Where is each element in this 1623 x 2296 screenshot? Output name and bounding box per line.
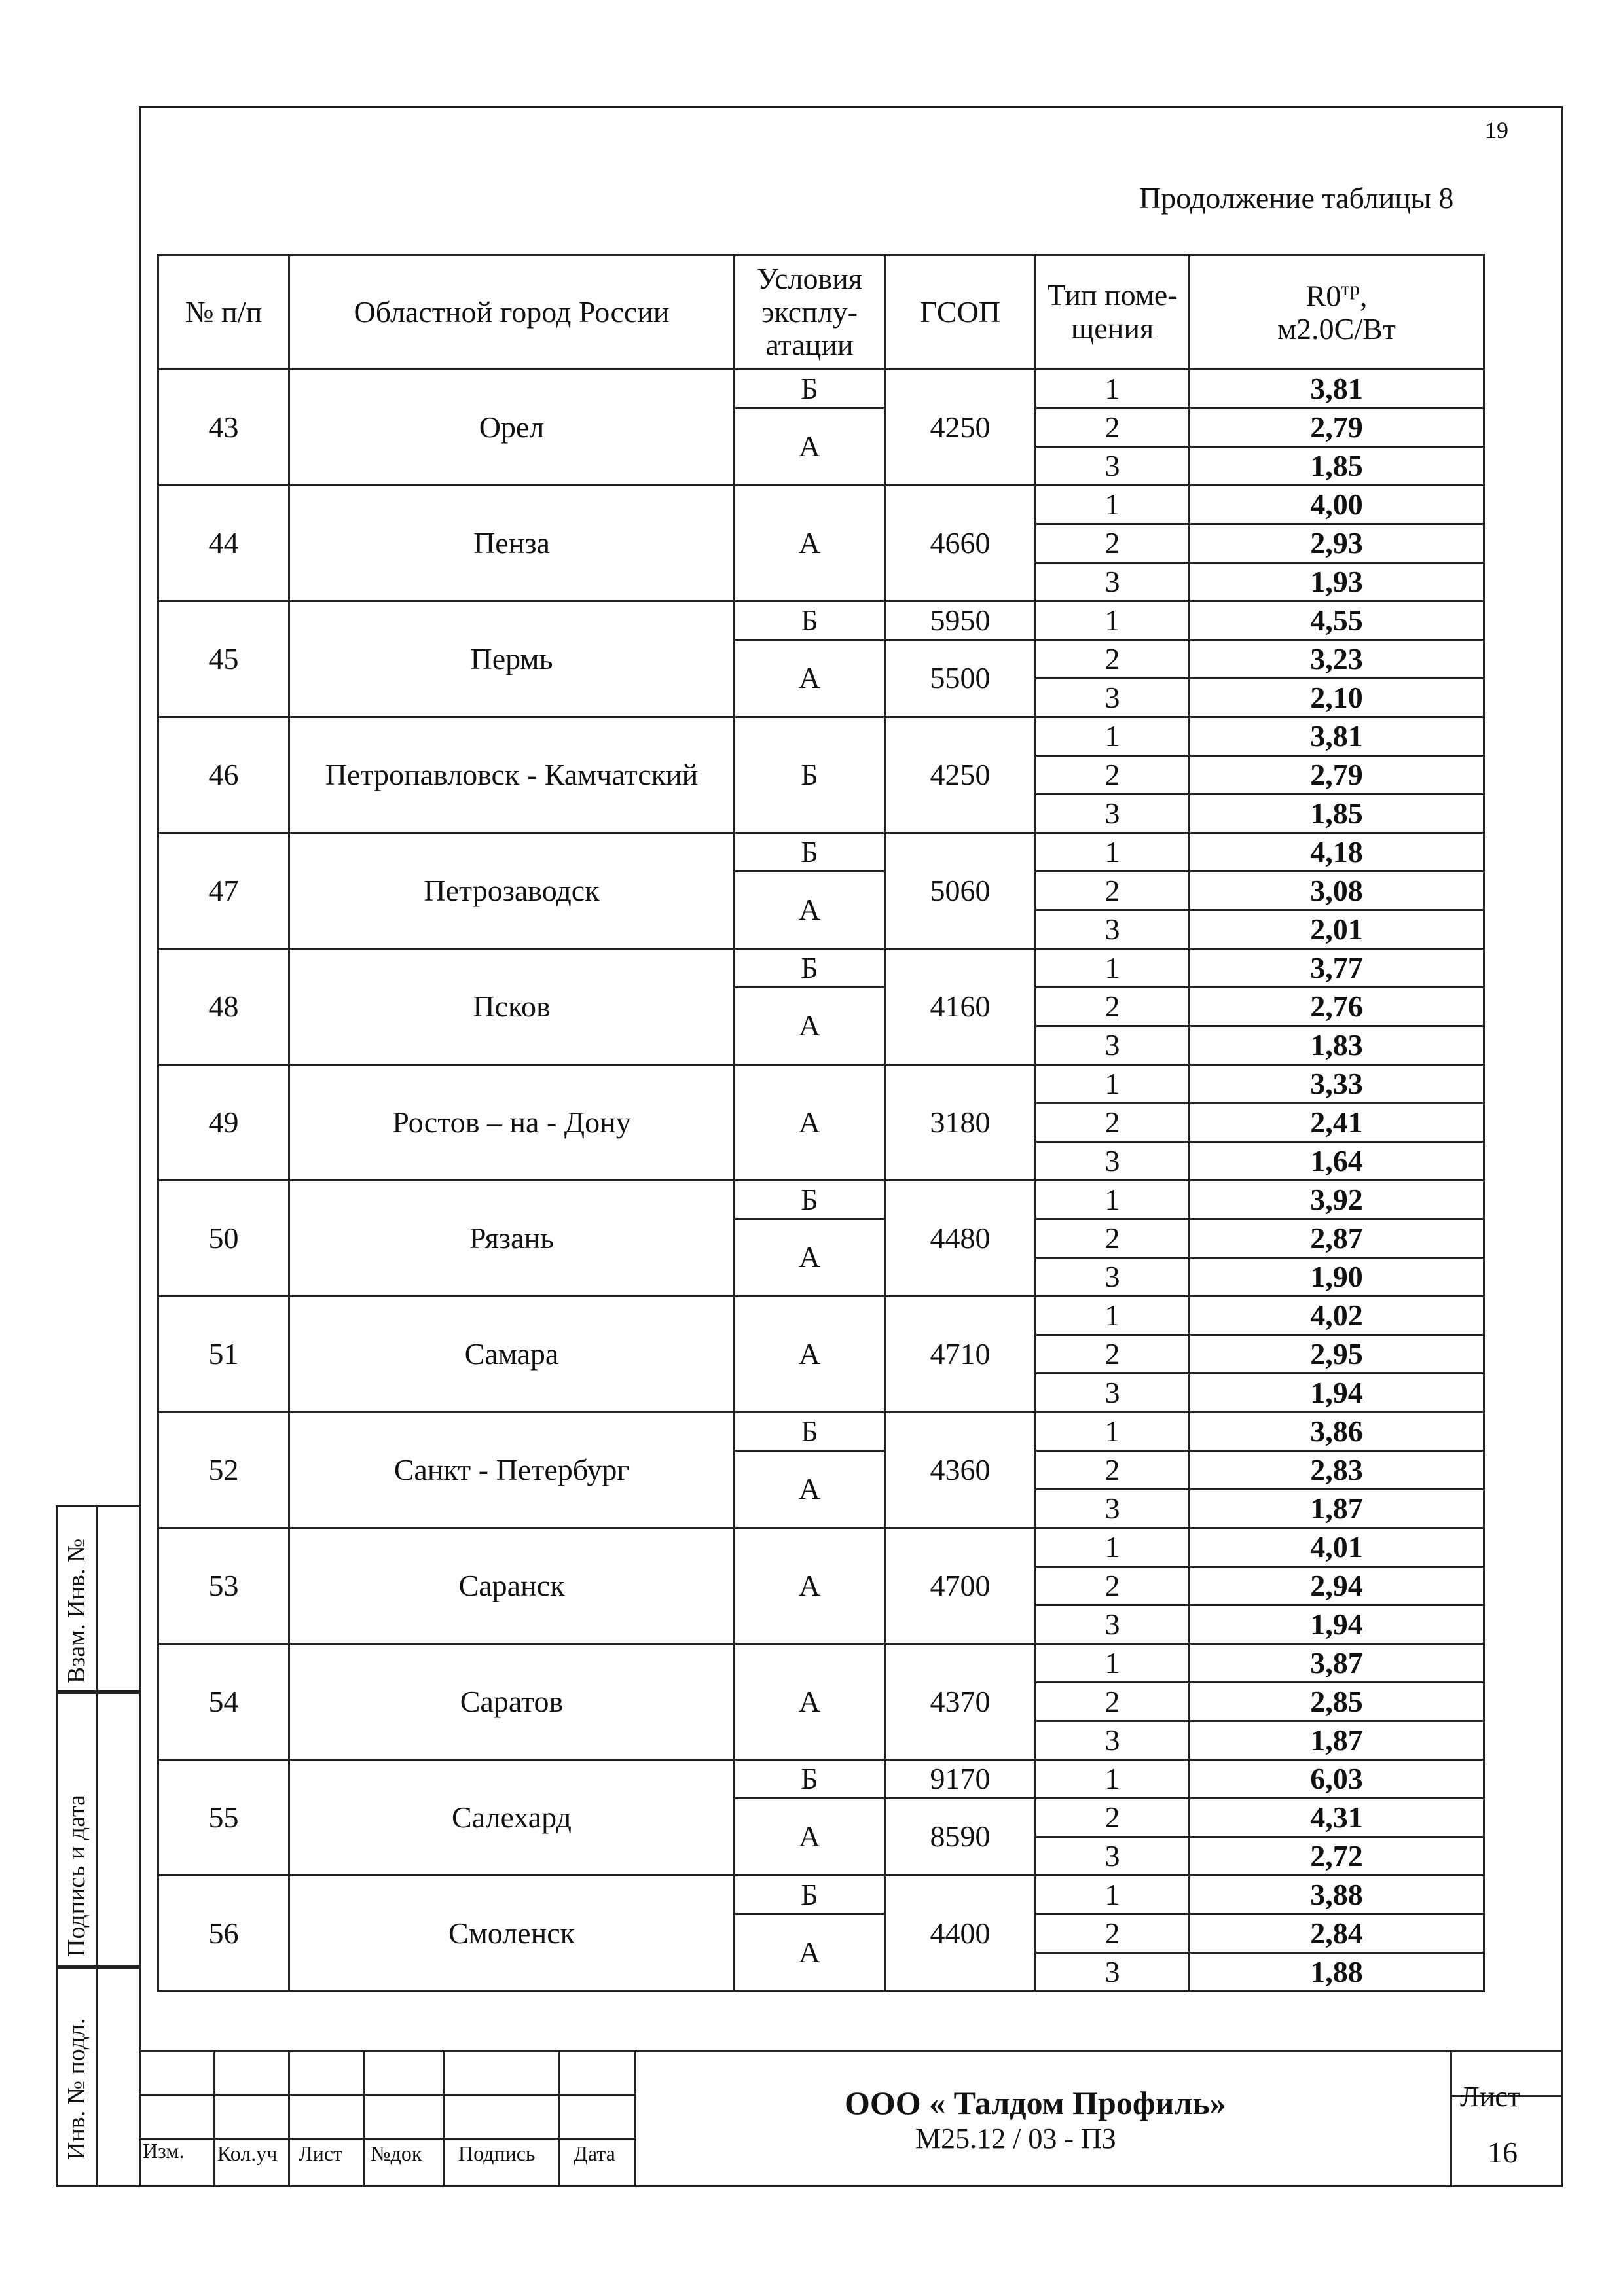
gsop-cell: 4250 [885,370,1036,486]
table-row [158,949,1484,988]
r0-value-cell: 2,72 [1190,1837,1484,1876]
room-type-cell: 3 [1036,1837,1190,1876]
gsop-cell: 8590 [885,1799,1036,1876]
room-type-cell: 3 [1036,795,1190,833]
header-city: Областной город России [289,255,735,370]
room-type-cell: 3 [1036,1142,1190,1181]
resistance-table [157,254,1485,1992]
gsop-cell: 4370 [885,1644,1036,1760]
condition-cell: А [735,1528,885,1644]
room-type-cell: 3 [1036,1026,1190,1065]
table-row [158,1644,1484,1683]
city-name: Ростов – на - Дону [289,1065,735,1181]
city-name: Пенза [289,486,735,601]
condition-cell: А [735,1451,885,1528]
city-name: Саранск [289,1528,735,1644]
r0-value-cell: 4,01 [1190,1528,1484,1567]
header-r0: $R0^{тр}$, м2.0С/Вт [1190,255,1484,370]
condition-cell: А [735,988,885,1065]
gsop-cell: 5500 [885,640,1036,717]
r0-value-cell: 3,77 [1190,949,1484,988]
room-type-cell: 2 [1036,1335,1190,1374]
room-type-cell: 2 [1036,1103,1190,1142]
table-row [158,1412,1484,1451]
condition-cell: Б [735,370,885,408]
room-type-cell: 3 [1036,447,1190,486]
gsop-cell: 4250 [885,717,1036,833]
condition-cell: А [735,1799,885,1876]
header-room-type: Тип поме-щения [1036,255,1190,370]
r0-value-cell: 2,79 [1190,756,1484,795]
tb-col-data [558,2050,636,2187]
r0-value-cell: 1,64 [1190,1142,1484,1181]
condition-cell: Б [735,1876,885,1914]
table-body [158,370,1484,1992]
r0-value-cell: 2,87 [1190,1219,1484,1258]
row-number: 50 [158,1181,289,1297]
city-name: Пермь [289,601,735,717]
row-number: 54 [158,1644,289,1760]
row-number: 46 [158,717,289,833]
r0-value-cell: 1,83 [1190,1026,1484,1065]
room-type-cell: 2 [1036,524,1190,563]
row-number: 48 [158,949,289,1065]
room-type-cell: 1 [1036,486,1190,524]
r0-value-cell: 2,10 [1190,679,1484,717]
stamp-vzam-label: Взам. Инв. № [63,1538,90,1683]
gsop-cell: 4710 [885,1297,1036,1412]
row-number: 55 [158,1760,289,1876]
r0-value-cell: 2,41 [1190,1103,1484,1142]
row-number: 52 [158,1412,289,1528]
tb-label-ndok: №док [371,2142,422,2165]
table-caption: Продолжение таблицы 8 [1139,181,1454,215]
room-type-cell: 1 [1036,949,1190,988]
r0-value-cell: 1,85 [1190,795,1484,833]
r0-value-cell: 4,55 [1190,601,1484,640]
r0-value-cell: 1,93 [1190,563,1484,601]
room-type-cell: 2 [1036,1451,1190,1490]
condition-cell: Б [735,1181,885,1219]
r0-value-cell: 2,83 [1190,1451,1484,1490]
condition-cell: А [735,1219,885,1297]
r0-value-cell: 3,87 [1190,1644,1484,1683]
city-name: Орел [289,370,735,486]
r0-value-cell: 1,94 [1190,1605,1484,1644]
room-type-cell: 1 [1036,833,1190,872]
r0-value-cell: 3,88 [1190,1876,1484,1914]
condition-cell: Б [735,833,885,872]
city-name: Петропавловск - Камчатский [289,717,735,833]
gsop-cell: 4400 [885,1876,1036,1992]
r0-value-cell: 3,92 [1190,1181,1484,1219]
r0-value-cell: 4,00 [1190,486,1484,524]
room-type-cell: 3 [1036,1953,1190,1992]
room-type-cell: 2 [1036,1914,1190,1953]
stamp-podpis-label: Подпись и дата [63,1794,90,1957]
r0-value-cell: 1,85 [1190,447,1484,486]
gsop-cell: 4160 [885,949,1036,1065]
tb-label-izm: Изм. [143,2139,185,2162]
table-row [158,486,1484,524]
tb-label-data: Дата [574,2142,615,2165]
row-number: 56 [158,1876,289,1992]
r0-value-cell: 3,81 [1190,370,1484,408]
room-type-cell: 2 [1036,1219,1190,1258]
room-type-cell: 3 [1036,1258,1190,1297]
table-row [158,1065,1484,1103]
r0-value-cell: 2,84 [1190,1914,1484,1953]
table-row [158,1876,1484,1914]
condition-cell: Б [735,1412,885,1451]
room-type-cell: 1 [1036,1876,1190,1914]
table-header-row [158,255,1484,370]
header-r0-unit: м2.0С/Вт [1277,312,1396,346]
gsop-cell: 3180 [885,1065,1036,1181]
room-type-cell: 1 [1036,1760,1190,1799]
room-type-cell: 3 [1036,1721,1190,1760]
condition-cell: А [735,408,885,486]
r0-value-cell: 2,01 [1190,910,1484,949]
table-row [158,601,1484,640]
tb-col-izm [139,2050,215,2187]
condition-cell: А [735,1914,885,1992]
condition-cell: Б [735,949,885,988]
table-row [158,1528,1484,1567]
r0-value-cell: 3,33 [1190,1065,1484,1103]
table-row [158,1760,1484,1799]
header-gsop: ГСОП [885,255,1036,370]
company-name: ООО « Талдом Профиль» [845,2085,1226,2121]
r0-value-cell: 3,86 [1190,1412,1484,1451]
room-type-cell: 2 [1036,1683,1190,1721]
city-name: Смоленск [289,1876,735,1992]
sheet-label: Лист [1460,2081,1521,2113]
header-num: № п/п [158,255,289,370]
room-type-cell: 1 [1036,1181,1190,1219]
condition-cell: А [735,640,885,717]
r0-value-cell: 1,90 [1190,1258,1484,1297]
city-name: Псков [289,949,735,1065]
condition-cell: А [735,1297,885,1412]
r0-value-cell: 2,93 [1190,524,1484,563]
table-row [158,370,1484,408]
condition-cell: А [735,1065,885,1181]
r0-value-cell: 2,79 [1190,408,1484,447]
condition-cell: А [735,486,885,601]
room-type-cell: 1 [1036,1644,1190,1683]
table-row [158,1181,1484,1219]
row-number: 51 [158,1297,289,1412]
room-type-cell: 3 [1036,1605,1190,1644]
r0-value-cell: 2,85 [1190,1683,1484,1721]
room-type-cell: 2 [1036,756,1190,795]
gsop-cell: 5950 [885,601,1036,640]
tb-col-kol [213,2050,290,2187]
r0-value-cell: 1,87 [1190,1721,1484,1760]
stamp-inv-label: Инв. № подл. [63,2018,90,2160]
room-type-cell: 3 [1036,1374,1190,1412]
r0-value-cell: 4,31 [1190,1799,1484,1837]
room-type-cell: 3 [1036,563,1190,601]
gsop-cell: 4700 [885,1528,1036,1644]
condition-cell: Б [735,601,885,640]
room-type-cell: 3 [1036,679,1190,717]
gsop-cell: 5060 [885,833,1036,949]
city-name: Саратов [289,1644,735,1760]
condition-cell: Б [735,717,885,833]
r0-value-cell: 3,23 [1190,640,1484,679]
header-r0-sup: тр [1341,278,1360,300]
r0-value-cell: 1,94 [1190,1374,1484,1412]
room-type-cell: 2 [1036,640,1190,679]
row-number: 49 [158,1065,289,1181]
room-type-cell: 2 [1036,1567,1190,1605]
table-row [158,833,1484,872]
r0-value-cell: 4,18 [1190,833,1484,872]
room-type-cell: 2 [1036,408,1190,447]
condition-cell: Б [735,1760,885,1799]
header-conditions: Условия эксплу-атации [735,255,885,370]
city-name: Салехард [289,1760,735,1876]
tb-label-list: Лист [299,2142,343,2165]
room-type-cell: 1 [1036,1297,1190,1335]
gsop-cell: 9170 [885,1760,1036,1799]
room-type-cell: 1 [1036,1065,1190,1103]
r0-value-cell: 1,88 [1190,1953,1484,1992]
room-type-cell: 3 [1036,1490,1190,1528]
r0-value-cell: 3,08 [1190,872,1484,910]
r0-value-cell: 3,81 [1190,717,1484,756]
gsop-cell: 4480 [885,1181,1036,1297]
tb-col-ndok [363,2050,445,2187]
room-type-cell: 1 [1036,717,1190,756]
city-name: Рязань [289,1181,735,1297]
room-type-cell: 2 [1036,988,1190,1026]
row-number: 53 [158,1528,289,1644]
room-type-cell: 2 [1036,1799,1190,1837]
row-number: 45 [158,601,289,717]
r0-value-cell: 6,03 [1190,1760,1484,1799]
room-type-cell: 1 [1036,601,1190,640]
r0-value-cell: 2,95 [1190,1335,1484,1374]
tb-label-kol: Кол.уч [217,2142,278,2165]
gsop-cell: 4660 [885,486,1036,601]
r0-value-cell: 1,87 [1190,1490,1484,1528]
document-number: М25.12 / 03 - ПЗ [915,2123,1116,2155]
room-type-cell: 1 [1036,370,1190,408]
row-number: 44 [158,486,289,601]
city-name: Санкт - Петербург [289,1412,735,1528]
room-type-cell: 1 [1036,1528,1190,1567]
tb-col-podpis [443,2050,560,2187]
city-name: Самара [289,1297,735,1412]
room-type-cell: 3 [1036,910,1190,949]
header-r0-symbol: R0 [1305,279,1341,313]
row-number: 47 [158,833,289,949]
r0-value-cell: 2,94 [1190,1567,1484,1605]
room-type-cell: 1 [1036,1412,1190,1451]
r0-value-cell: 4,02 [1190,1297,1484,1335]
handwritten-page-mark: 19 [1485,117,1508,143]
city-name: Петрозаводск [289,833,735,949]
condition-cell: А [735,1644,885,1760]
r0-value-cell: 2,76 [1190,988,1484,1026]
table-row [158,717,1484,756]
table-row [158,1297,1484,1335]
tb-col-list [288,2050,365,2187]
tb-label-podpis: Подпись [458,2142,536,2165]
condition-cell: А [735,872,885,949]
sheet-number: 16 [1487,2136,1518,2169]
row-number: 43 [158,370,289,486]
gsop-cell: 4360 [885,1412,1036,1528]
room-type-cell: 2 [1036,872,1190,910]
